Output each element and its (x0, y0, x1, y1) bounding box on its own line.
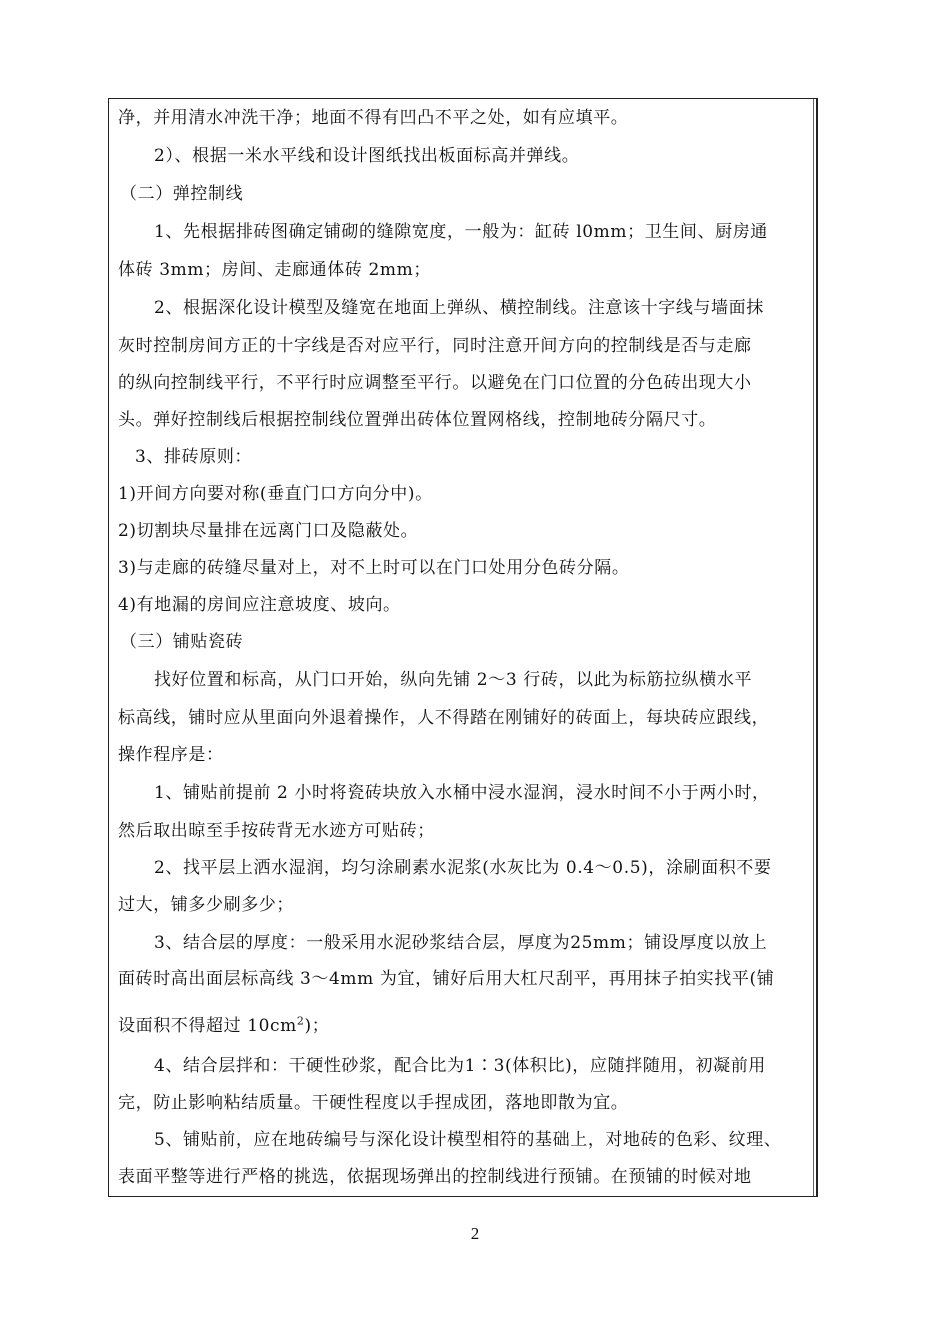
text-line: 1、先根据排砖图确定铺砌的缝隙宽度，一般为：缸砖 l0mm；卫生间、厨房通 (154, 222, 768, 242)
text-line: 4、结合层拌和：干硬性砂浆，配合比为1∶3(体积比)，应随拌随用，初凝前用 (154, 1056, 766, 1076)
text-line: 的纵向控制线平行，不平行时应调整至平行。以避免在门口位置的分色砖出现大小 (118, 373, 752, 393)
text-segment: 设面积不得超过 10cm (118, 1016, 297, 1036)
text-line: 灰时控制房间方正的十字线是否对应平行，同时注意开间方向的控制线是否与走廊 (118, 336, 752, 356)
text-line: 3)与走廊的砖缝尽量对上，对不上时可以在门口处用分色砖分隔。 (118, 558, 630, 578)
text-segment: )； (304, 1016, 330, 1036)
text-line: 2、找平层上洒水湿润，均匀涂刷素水泥浆(水灰比为 0.4～0.5)，涂刷面积不要 (154, 858, 772, 878)
text-line: 体砖 3mm；房间、走廊通体砖 2mm； (118, 260, 431, 280)
section-heading: （三）铺贴瓷砖 (120, 632, 244, 652)
text-line: 操作程序是： (118, 745, 224, 765)
superscript: 2 (296, 1014, 305, 1028)
text-line: 面砖时高出面层标高线 3～4mm 为宜，铺好后用大杠尺刮平，再用抹子拍实找平(铺 (118, 969, 775, 989)
text-line: 2）、根据一米水平线和设计图纸找出板面标高并弹线。 (154, 146, 580, 166)
text-line: 3、排砖原则： (135, 447, 253, 467)
text-line: 然后取出晾至手按砖背无水迹方可贴砖； (118, 821, 435, 841)
text-line: 表面平整等进行严格的挑选，依据现场弹出的控制线进行预铺。在预铺的时候对地 (118, 1167, 752, 1187)
page-number: 2 (470, 1224, 480, 1243)
text-line: 3、结合层的厚度：一般采用水泥砂浆结合层，厚度为25mm；铺设厚度以放上 (154, 933, 768, 953)
text-line: 5、铺贴前，应在地砖编号与深化设计模型相符的基础上，对地砖的色彩、纹理、 (154, 1130, 782, 1150)
text-line (118, 1016, 329, 1036)
text-line: 过大，铺多少刷多少； (118, 895, 294, 915)
text-line: 1、铺贴前提前 2 小时将瓷砖块放入水桶中浸水湿润，浸水时间不小于两小时， (154, 783, 770, 803)
text-line: 头。弹好控制线后根据控制线位置弹出砖体位置网格线，控制地砖分隔尺寸。 (118, 410, 717, 430)
text-line: 标高线，铺时应从里面向外退着操作，人不得踏在刚铺好的砖面上，每块砖应跟线， (118, 708, 770, 728)
text-line: 净，并用清水冲洗干净；地面不得有凹凸不平之处，如有应填平。 (118, 108, 629, 128)
text-line: 2)切割块尽量排在远离门口及隐蔽处。 (118, 521, 419, 541)
text-line: 4)有地漏的房间应注意坡度、坡向。 (118, 595, 401, 615)
text-line: 完，防止影响粘结质量。干硬性程度以手捏成团，落地即散为宜。 (118, 1093, 629, 1113)
text-line: 找好位置和标高，从门口开始，纵向先铺 2～3 行砖，以此为标筋拉纵横水平 (154, 670, 753, 690)
text-line: 1)开间方向要对称(垂直门口方向分中)。 (118, 484, 433, 504)
section-heading: （二）弹控制线 (120, 184, 244, 204)
text-line: 2、根据深化设计模型及缝宽在地面上弹纵、横控制线。注意该十字线与墙面抹 (154, 298, 764, 318)
